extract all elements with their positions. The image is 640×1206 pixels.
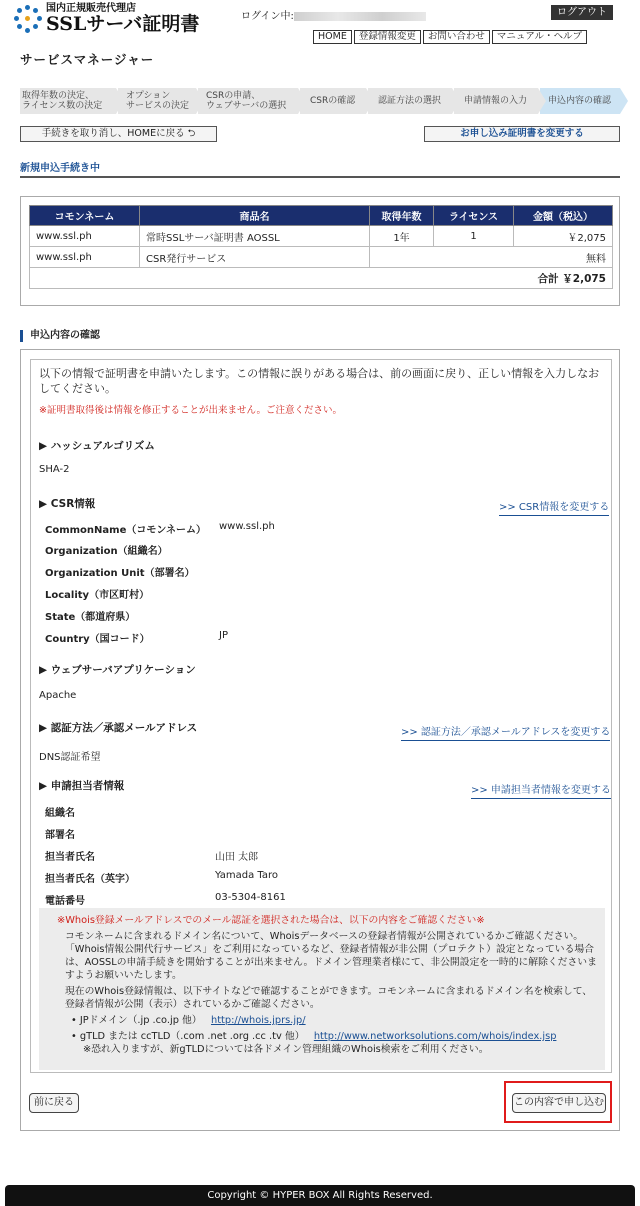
change-applicant-link[interactable]: >> 申請担当者情報を変更する (471, 781, 611, 799)
csr-field-value: JP (219, 630, 228, 641)
whois-notice (39, 908, 605, 1070)
csr-field-label: State（都道府県） (45, 612, 136, 623)
step-csr-webserver: CSRの申請、 ウェブサーバの選択 (198, 88, 298, 114)
applicant-field-value: Yamada Taro (215, 870, 278, 881)
confirm-warning: ※証明書取得後は情報を修正することが出来ません。ご注意ください。 (39, 405, 343, 416)
csr-field-label: Organization（組織名） (45, 546, 168, 557)
logo[interactable] (14, 4, 199, 34)
progress-steps (20, 88, 622, 114)
order-summary (20, 196, 620, 306)
applicant-field-label: 電話番号 (45, 896, 85, 907)
col-years: 取得年数 (370, 206, 434, 226)
service-title: サービスマネージャー (20, 52, 155, 67)
col-common-name: コモンネーム (30, 206, 140, 226)
logo-subtitle: 国内正規販売代理店 (46, 3, 136, 14)
cell-common-name: www.ssl.ph (30, 226, 140, 247)
top-nav (313, 30, 587, 44)
hash-value: SHA-2 (39, 464, 70, 475)
csr-field-label: Locality（市区町村） (45, 590, 150, 601)
order-table (29, 205, 613, 289)
nav-manual-help[interactable]: マニュアル・ヘルプ (492, 30, 587, 44)
col-license: ライセンス (434, 206, 514, 226)
logo-title: SSLサーバ証明書 (46, 13, 200, 35)
step-auth-method: 認証方法の選択 (368, 88, 452, 114)
notice-note: ※恐れ入りますが、新gTLDについては各ドメイン管理組織のWhois検索をご利用ください。 (83, 1044, 489, 1055)
total-row (30, 268, 613, 289)
notice-paragraph: コモンネームに含まれるドメイン名について、Whoisデータベースの登録者情報が公開されているかご確認ください。「Whois情報公開代行サービス」をご利用になっているなど、登録者情報が非公開（プロテクト）設定となっている場合は、AOSSLの申請手続きを開始することが出来ません。ドメイン管理業者様にて、非公開設定を一時的に解除くださいますようお願いいたします。 (65, 931, 597, 981)
confirm-section-title: 申込内容の確認 (20, 330, 100, 342)
cell-product: CSR発行サービス (140, 247, 370, 268)
login-status (241, 7, 426, 22)
submit-button[interactable]: この内容で申し込む (512, 1093, 606, 1113)
notice-heading: ※Whois登録メールアドレスでのメール認証を選択された場合は、以下の内容をご確認ください※ (57, 915, 485, 926)
cell-common-name: www.ssl.ph (30, 247, 140, 268)
footer-copyright: Copyright © HYPER BOX All Rights Reserved. (5, 1185, 635, 1206)
login-user-redacted (294, 12, 426, 21)
jprs-whois-link[interactable]: http://whois.jprs.jp/ (210, 1015, 306, 1026)
submit-highlight (504, 1081, 612, 1123)
col-product: 商品名 (140, 206, 370, 226)
csr-heading: ▶ CSR情報 (39, 498, 96, 510)
step-applicant-info: 申請情報の入力 (454, 88, 538, 114)
applicant-field-label: 組織名 (45, 808, 75, 819)
nav-contact[interactable]: お問い合わせ (423, 30, 490, 44)
nav-home[interactable]: HOME (313, 30, 352, 44)
in-progress-label: 新規申込手続き中 (20, 163, 100, 174)
notice-jp-item: • JPドメイン（.jp .co.jp 他） http://whois.jprs.jp/ (71, 1015, 306, 1026)
back-button[interactable]: 前に戻る (29, 1093, 79, 1113)
table-row (30, 247, 613, 268)
applicant-field-value: 山田 太郎 (215, 852, 259, 863)
cell-license: 1 (434, 226, 514, 247)
cell-price: ￥2,075 (514, 226, 613, 247)
cancel-home-button[interactable]: 手続きを取り消し、HOMEに戻る ⮌ (20, 126, 217, 142)
auth-heading: ▶ 認証方法／承認メールアドレス (39, 722, 198, 734)
csr-field-label: Organization Unit（部署名） (45, 568, 195, 579)
csr-field-label: CommonName（コモンネーム） (45, 525, 207, 536)
netsol-whois-link[interactable]: http://www.networksolutions.com/whois/index.jsp (313, 1031, 557, 1042)
cell-price: 無料 (370, 247, 613, 268)
logo-star-icon (14, 5, 42, 33)
login-label: ログイン中: (241, 11, 294, 22)
applicant-field-label: 部署名 (45, 830, 75, 841)
step-options: オプション サービスの決定 (118, 88, 196, 114)
order-header-row (30, 206, 613, 226)
webserver-value: Apache (39, 690, 77, 701)
csr-field-value: www.ssl.ph (219, 521, 275, 532)
notice-gtld-item: • gTLD または ccTLD（.com .net .org .cc .tv 他） http://www.networksolutions.com/whois/index.jsp (71, 1031, 557, 1042)
applicant-heading: ▶ 申請担当者情報 (39, 780, 125, 792)
applicant-field-label: 担当者氏名（英字） (45, 874, 135, 885)
logout-button[interactable]: ログアウト (551, 5, 613, 20)
confirm-intro: 以下の情報で証明書を申請いたします。この情報に誤りがある場合は、前の画面に戻り、正しい情報を入力しなおしてください。 (39, 367, 600, 395)
order-total: 合計 ￥2,075 (30, 268, 613, 289)
cell-product: 常時SSLサーバ証明書 AOSSL (140, 226, 370, 247)
step-csr-confirm: CSRの確認 (300, 88, 366, 114)
csr-field-label: Country（国コード） (45, 634, 150, 645)
change-csr-link[interactable]: >> CSR情報を変更する (499, 498, 609, 516)
divider (20, 176, 620, 178)
applicant-field-label: 担当者氏名 (45, 852, 95, 863)
change-auth-link[interactable]: >> 認証方法／承認メールアドレスを変更する (401, 723, 610, 741)
confirm-details (30, 359, 612, 1073)
step-years-licenses: 取得年数の決定、 ライセンス数の決定 (20, 88, 116, 114)
auth-value: DNS認証希望 (39, 752, 101, 763)
table-row (30, 226, 613, 247)
webserver-heading: ▶ ウェブサーバアプリケーション (39, 664, 196, 676)
confirm-panel (20, 349, 620, 1131)
col-price: 金額（税込） (514, 206, 613, 226)
applicant-field-value: 03-5304-8161 (215, 892, 286, 903)
cell-years: 1年 (370, 226, 434, 247)
change-certificate-button[interactable]: お申し込み証明書を変更する (424, 126, 620, 142)
notice-paragraph: 現在のWhois登録情報は、以下サイトなどで確認することができます。コモンネームに含まれるドメイン名を検索して、登録者情報が公開（表示）されているかご確認ください。 (65, 986, 593, 1010)
step-confirm-active: 申込内容の確認 (540, 88, 620, 114)
hash-heading: ▶ ハッシュアルゴリズム (39, 440, 155, 452)
nav-account-change[interactable]: 登録情報変更 (354, 30, 421, 44)
